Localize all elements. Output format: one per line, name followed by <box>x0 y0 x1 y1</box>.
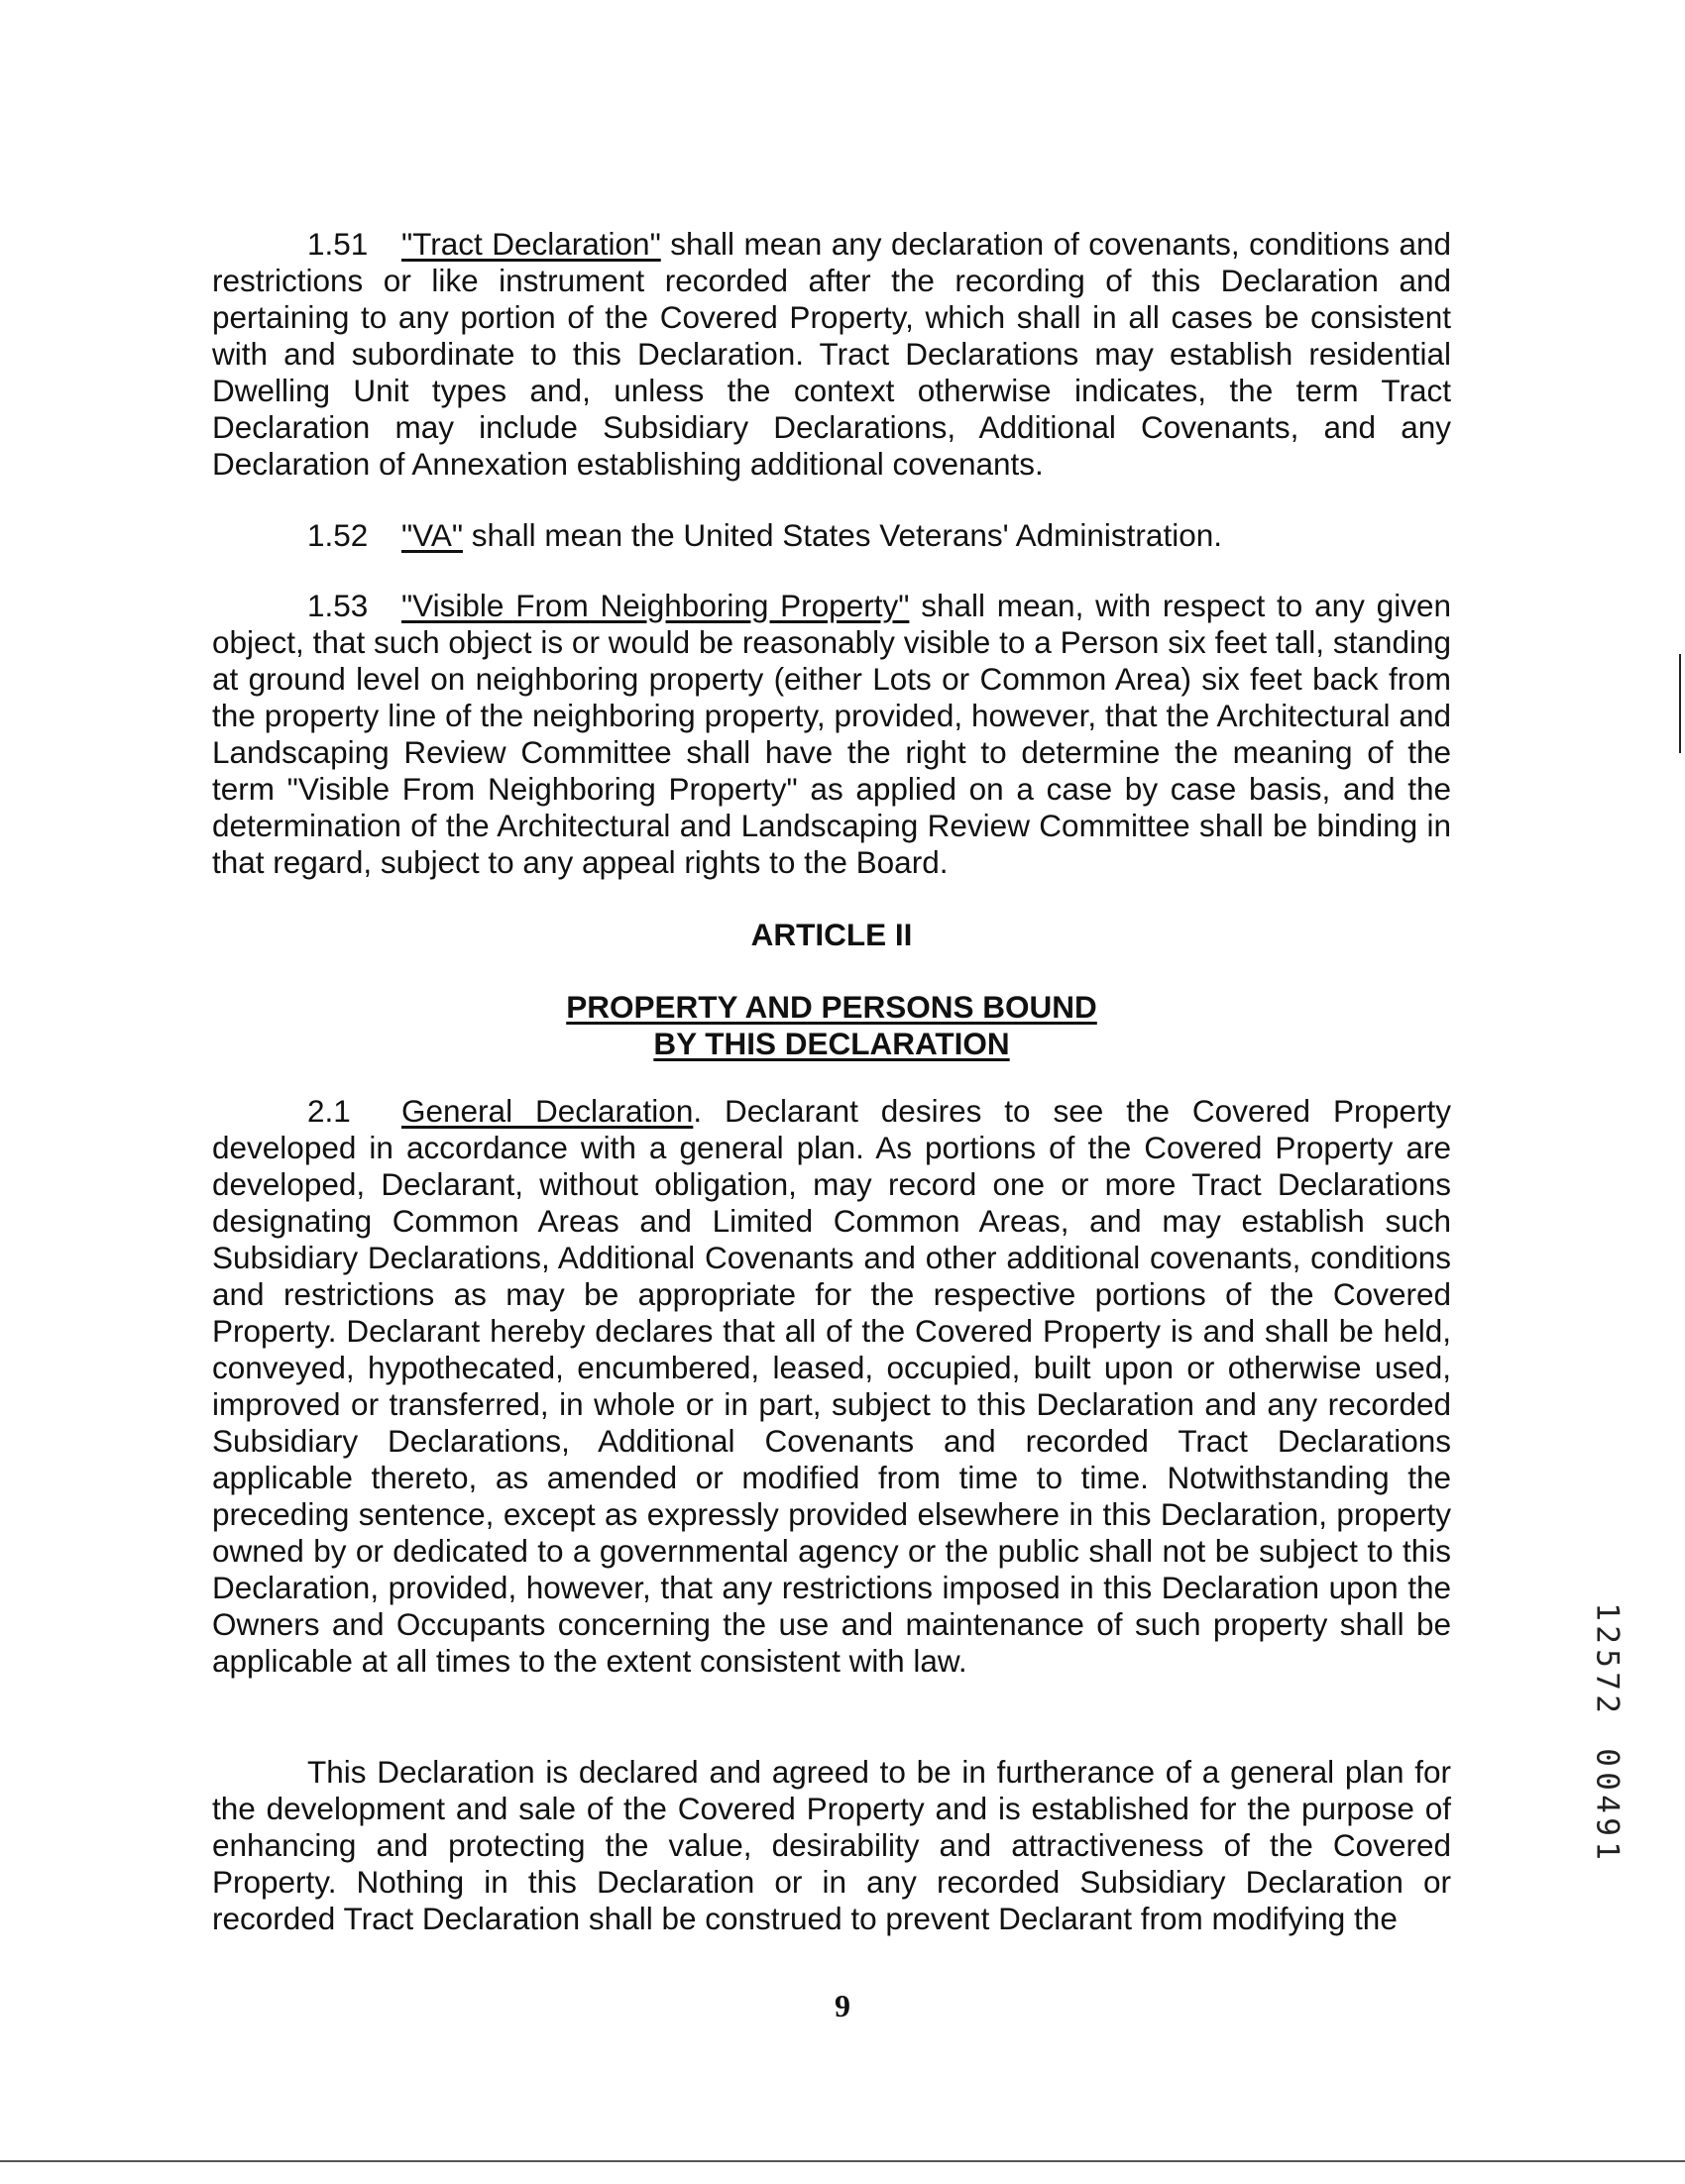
section-1-53 <box>212 588 1451 881</box>
stamp-digit: 7 <box>1589 1672 1626 1691</box>
stamp-digit: 1 <box>1589 1602 1626 1621</box>
section-1-51 <box>212 226 1451 483</box>
section-text: shall mean, with respect to any given object, that such object is or would be reasonably visible to a Person six feet tall, standing at ground level on neighboring property (either Lots or Common Area) six feet back from the property line of the neighboring property, provided, however, that the Architectural and Landscaping Review Committee shall have the right to determine the meaning of the term "Visible From Neighboring Property" as applied on a case by case basis, and the determination of the Architectural and Landscaping Review Committee shall be binding in that regard, subject to any appeal rights to the Board. <box>212 588 1451 880</box>
section-text: . Declarant desires to see the Covered Property developed in accordance with a general plan. As portions of the Covered Property are developed, Declarant, without obligation, may record one or more Tract Declarations designating Common Areas and Limited Common Areas, and may establish such Subsidiary Declarations, Additional Covenants and other additional covenants, conditions and restrictions as may be appropriate for the respective portions of the Covered Property. Declarant hereby declares that all of the Covered Property is and shall be held, conveyed, hypothecated, encumbered, leased, occupied, built upon or otherwise used, improved or transferred, in whole or in part, subject to this Declaration and any recorded Subsidiary Declarations, Additional Covenants and recorded Tract Declarations applicable thereto, as amended or modified from time to time. Notwithstanding the preceding sentence, except as expressly provided elsewhere in this Declaration, property owned by or dedicated to a governmental agency or the public shall not be subject to this Declaration, provided, however, that any restrictions imposed in this Declaration upon the Owners and Occupants concerning the use and maintenance of such property shall be applicable at all times to the extent consistent with law. <box>212 1093 1451 1679</box>
defined-term: "Visible From Neighboring Property" <box>401 588 910 623</box>
defined-term: "VA" <box>401 517 464 553</box>
scan-edge-mark <box>1679 654 1681 753</box>
article-title-text: BY THIS DECLARATION <box>653 1026 1010 1061</box>
section-number: 2.1 <box>307 1093 351 1129</box>
section-number: 1.52 <box>307 517 369 553</box>
section-1-52 <box>212 517 1451 554</box>
section-number: 1.51 <box>307 226 369 262</box>
recording-number-stamp <box>1582 1600 1631 1997</box>
paragraph-2-1-continued: This Declaration is declared and agreed to be in furtherance of a general plan for the development and sale of the Covered Property and is established for the purpose of enhancing and protecting the value, desirability and attractiveness of the Covered Property. Nothing in this Declaration or in any recorded Subsidiary Declaration or recorded Tract Declaration shall be construed to prevent Declarant from modifying the <box>212 1754 1451 1936</box>
section-text: shall mean the United States Veterans' Administration. <box>463 517 1222 553</box>
section-number: 1.53 <box>307 588 369 623</box>
stamp-digit: 0 <box>1589 1748 1626 1768</box>
article-title-line1 <box>212 989 1451 1026</box>
defined-term: "Tract Declaration" <box>401 226 661 262</box>
stamp-digit: 5 <box>1589 1648 1626 1668</box>
section-text: shall mean any declaration of covenants, conditions and restrictions or like instrument recorded after the recording of this Declaration and pertaining to any portion of the Covered Property, which shall in all cases be consistent with and subordinate to this Declaration. Tract Declarations may establish residential Dwelling Unit types and, unless the context otherwise indicates, the term Tract Declaration may include Subsidiary Declarations, Additional Covenants, and any Declaration of Annexation establishing additional covenants. <box>212 226 1451 482</box>
stamp-digit: 4 <box>1589 1795 1626 1814</box>
section-heading: General Declaration <box>401 1093 694 1129</box>
stamp-digit: 1 <box>1589 1840 1626 1860</box>
stamp-digit: 0 <box>1589 1772 1626 1791</box>
article-title-text: PROPERTY AND PERSONS BOUND <box>566 989 1097 1025</box>
article-title-line2 <box>212 1026 1451 1062</box>
section-2-1 <box>212 1093 1451 1680</box>
scan-bottom-edge <box>0 2160 1685 2162</box>
article-label: ARTICLE II <box>750 917 913 952</box>
stamp-digit: 2 <box>1589 1625 1626 1645</box>
stamp-digit: 9 <box>1589 1817 1626 1837</box>
page-number: 9 <box>835 1988 850 2023</box>
stamp-digit: 2 <box>1589 1694 1626 1714</box>
